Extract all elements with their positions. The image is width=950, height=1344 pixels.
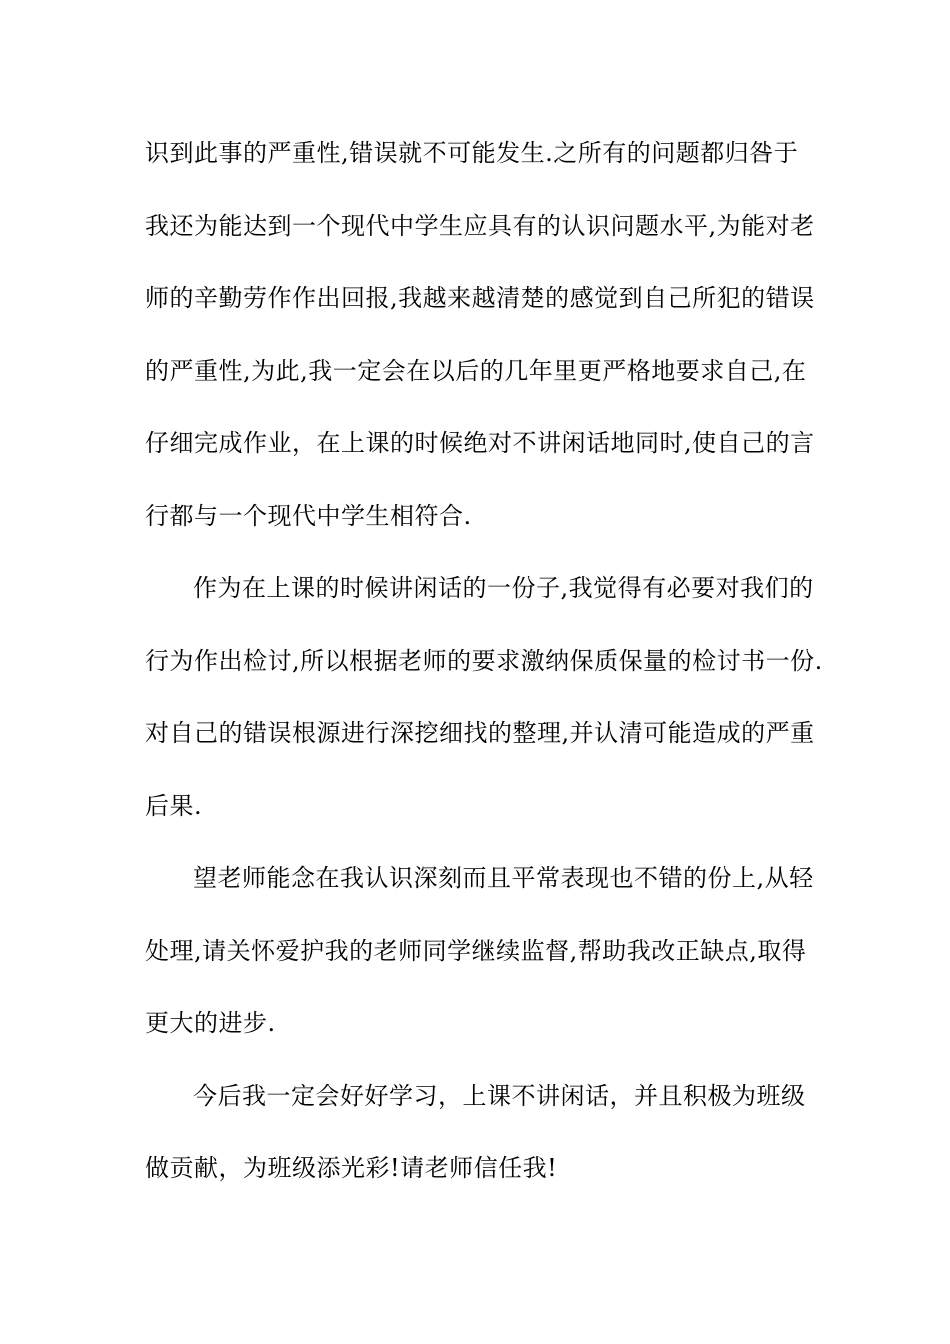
text-line-6: 行都与一个现代中学生相符合. (145, 501, 472, 530)
paragraph-4-line-1: 今后我一定会好好学习，上课不讲闲话，并且积极为班级 (193, 1081, 806, 1110)
paragraph-3-line-3: 更大的进步. (145, 1009, 276, 1037)
paragraph-2-line-2: 行为作出检讨,所以根据老师的要求激纳保质保量的检讨书一份. (145, 646, 823, 675)
text-line-2: 我还为能达到一个现代中学生应具有的认识问题水平,为能对老 (145, 211, 815, 240)
text-line-4: 的严重性,为此,我一定会在以后的几年里更严格地要求自己,在 (145, 356, 807, 385)
document-body (145, 131, 823, 1219)
text-line-5: 仔细完成作业，在上课的时候绝对不讲闲话地同时,使自己的言 (145, 429, 815, 457)
paragraph-3-line-1: 望老师能念在我认识深刻而且平常表现也不错的份上,从轻 (193, 864, 814, 892)
paragraph-2-line-4: 后果. (145, 791, 203, 820)
paragraph-2-line-1: 作为在上课的时候讲闲话的一份子,我觉得有必要对我们的 (193, 574, 814, 602)
text-line-3: 师的辛勤劳作作出回报,我越来越清楚的感觉到自己所犯的错误 (145, 284, 815, 312)
paragraph-3-line-2: 处理,请关怀爱护我的老师同学继续监督,帮助我改正缺点,取得 (145, 936, 807, 965)
text-line-1: 识到此事的严重性,错误就不可能发生.之所有的问题都归咎于 (145, 139, 799, 167)
paragraph-4-line-2: 做贡献，为班级添光彩!请老师信任我! (145, 1154, 558, 1182)
paragraph-2-line-3: 对自己的错误根源进行深挖细找的整理,并认清可能造成的严重 (145, 719, 815, 747)
